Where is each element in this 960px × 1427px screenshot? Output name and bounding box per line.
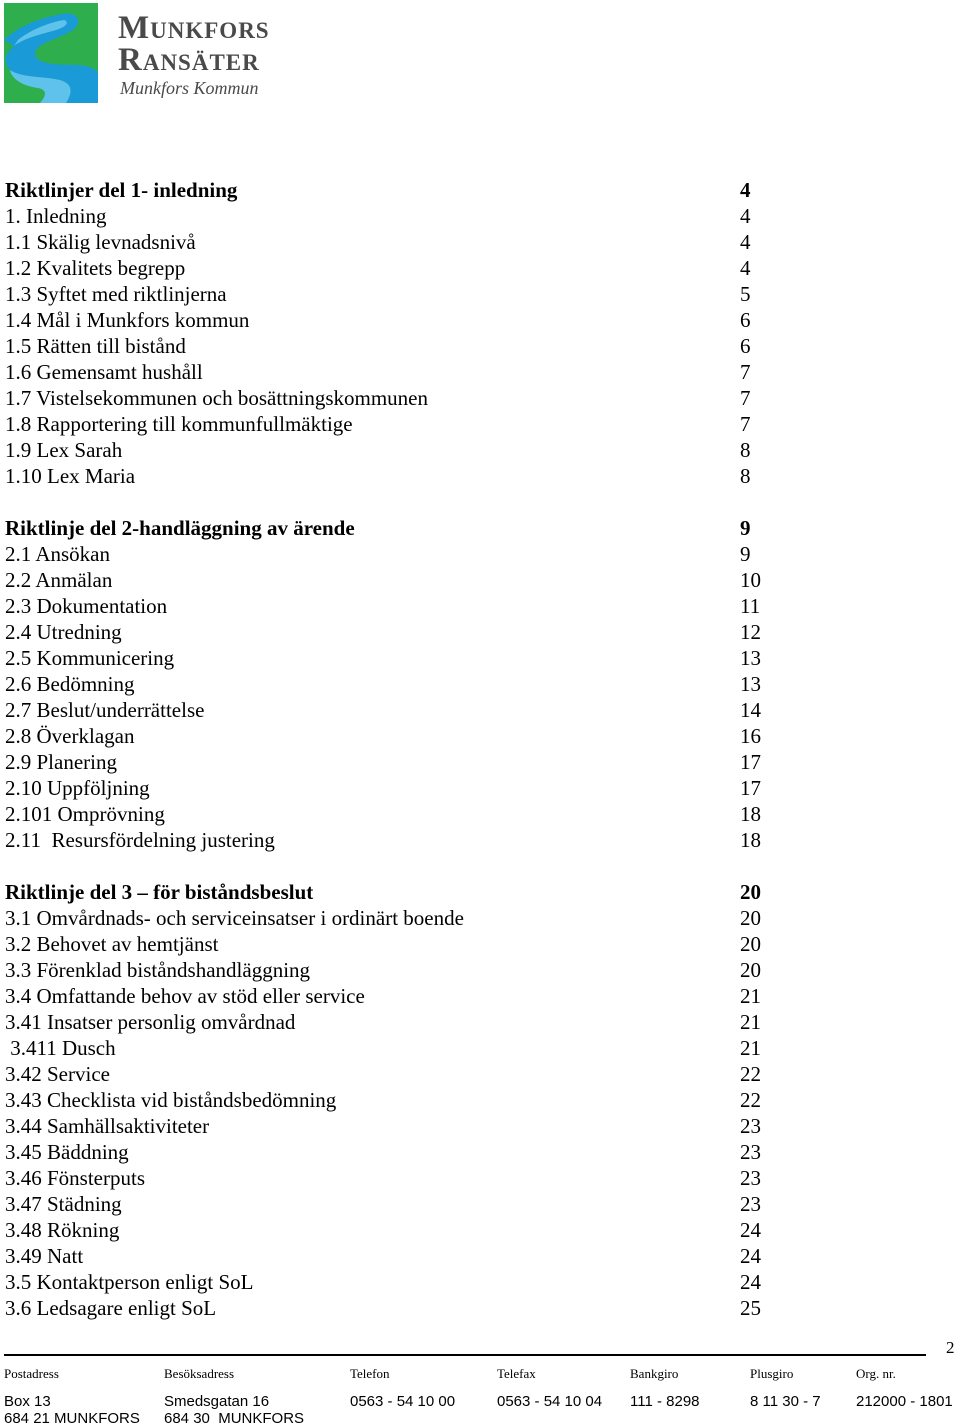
toc-entry[interactable]: [5, 307, 785, 333]
footer-label-orgnr: Org. nr.: [856, 1366, 896, 1381]
toc-entry-page: 20: [740, 958, 761, 982]
toc-entry[interactable]: [5, 333, 785, 359]
toc-entry-page: 18: [740, 828, 761, 852]
toc-entry-title: 3.46 Fönsterputs: [5, 1166, 146, 1190]
toc-heading-page: 4: [740, 178, 751, 202]
logo-title-munkfors: Munkfors: [118, 10, 270, 46]
footer-plusgiro-value: 8 11 30 - 7: [750, 1393, 821, 1410]
toc-entry-page: 9: [740, 542, 751, 566]
toc-entry[interactable]: [5, 1113, 785, 1139]
toc-entry[interactable]: [5, 645, 785, 671]
toc-entry-title: 2.9 Planering: [5, 750, 117, 774]
page-number: 2: [946, 1338, 955, 1357]
toc-entry-title: 3.6 Ledsagare enligt SoL: [5, 1296, 217, 1320]
toc-entry-page: 4: [740, 204, 751, 228]
toc-heading-title: Riktlinjer del 1- inledning: [5, 178, 238, 202]
toc-entry-page: 11: [740, 594, 761, 618]
toc-entry-title: 3.47 Städning: [5, 1192, 122, 1216]
toc-entry-page: 8: [740, 438, 751, 462]
toc-entry-page: 23: [740, 1192, 761, 1216]
toc-entry-page: 24: [740, 1270, 761, 1294]
footer-telefon-value: 0563 - 54 10 00: [350, 1393, 456, 1410]
toc-entry-title: 2.3 Dokumentation: [5, 594, 168, 618]
toc-entry-title: 3.5 Kontaktperson enligt SoL: [5, 1270, 254, 1294]
toc-entry-title: 2.7 Beslut/underrättelse: [5, 698, 205, 722]
toc-entry[interactable]: [5, 359, 785, 385]
toc-entry[interactable]: [5, 593, 785, 619]
toc-entry-title: 1.4 Mål i Munkfors kommun: [5, 308, 250, 332]
toc-entry[interactable]: [5, 1139, 785, 1165]
toc-entry-page: 16: [740, 724, 761, 748]
toc-entry-page: 18: [740, 802, 761, 826]
toc-entry-title: 3.42 Service: [5, 1062, 110, 1086]
logo-subtitle: Munkfors Kommun: [120, 78, 259, 98]
toc-entry-title: 2.6 Bedömning: [5, 672, 135, 696]
toc-entry[interactable]: [5, 1165, 785, 1191]
footer-besoksadress-line1: Smedsgatan 16: [164, 1393, 270, 1410]
toc-entry-title: 3.4 Omfattande behov av stöd eller service: [5, 984, 365, 1008]
toc-entry[interactable]: [5, 619, 785, 645]
footer-label-telefon: Telefon: [350, 1366, 390, 1381]
footer-besoksadress-line2: 684 30 MUNKFORS: [164, 1410, 305, 1427]
toc-entry[interactable]: [5, 437, 785, 463]
toc-entry[interactable]: [5, 1009, 785, 1035]
toc-entry-title: 1.9 Lex Sarah: [5, 438, 123, 462]
toc-entry-page: 23: [740, 1166, 761, 1190]
footer-label-bankgiro: Bankgiro: [630, 1366, 679, 1381]
toc-entry-title: 2.101 Omprövning: [5, 802, 165, 826]
toc-entry-title: 2.10 Uppföljning: [5, 776, 150, 800]
toc-entry-title: 3.45 Bäddning: [5, 1140, 129, 1164]
toc-entry-page: 20: [740, 932, 761, 956]
toc-entry-title: 1.7 Vistelsekommunen och bosättningskommunen: [5, 386, 428, 410]
toc-entry-page: 13: [740, 646, 761, 670]
toc-entry-title: 3.3 Förenklad biståndshandläggning: [5, 958, 311, 982]
toc-entry-title: 3.49 Natt: [5, 1244, 84, 1268]
toc-entry[interactable]: [5, 1087, 785, 1113]
toc-entry-page: 13: [740, 672, 761, 696]
toc-entry-page: 4: [740, 230, 751, 254]
toc-entry-title: 2.11 Resursfördelning justering: [5, 828, 275, 852]
toc-entry-title: 1.2 Kvalitets begrepp: [5, 256, 186, 280]
toc-entry-title: 1.6 Gemensamt hushåll: [5, 360, 203, 384]
toc-entry[interactable]: [5, 723, 785, 749]
toc-heading-title: Riktlinje del 3 – för biståndsbeslut: [5, 880, 314, 904]
toc-entry-page: 22: [740, 1088, 761, 1112]
footer-telefax-value: 0563 - 54 10 04: [497, 1393, 603, 1410]
toc-entry-page: 7: [740, 412, 751, 436]
toc-entry[interactable]: [5, 1191, 785, 1217]
toc-entry-title: 3.44 Samhällsaktiviteter: [5, 1114, 210, 1138]
toc-entry-page: 7: [740, 360, 751, 384]
toc-entry-page: 7: [740, 386, 751, 410]
toc-entry[interactable]: [5, 567, 785, 593]
toc-entry-page: 14: [740, 698, 761, 722]
munkfors-logo: [0, 0, 280, 110]
toc-entry-page: 24: [740, 1244, 761, 1268]
toc-entry[interactable]: [5, 775, 785, 801]
toc-entry-page: 23: [740, 1114, 761, 1138]
toc-entry[interactable]: [5, 203, 785, 229]
toc-entry[interactable]: [5, 1035, 785, 1061]
toc-entry-page: 17: [740, 750, 761, 774]
toc-entry[interactable]: [5, 541, 785, 567]
toc-entry-page: 12: [740, 620, 761, 644]
footer-label-besoksadress: Besöksadress: [164, 1366, 235, 1381]
toc-entry-page: 5: [740, 282, 751, 306]
toc-entry[interactable]: [5, 801, 785, 827]
toc-entry[interactable]: [5, 905, 785, 931]
toc-entry[interactable]: [5, 281, 785, 307]
toc-entry-page: 24: [740, 1218, 761, 1242]
toc-entry-title: 3.48 Rökning: [5, 1218, 120, 1242]
toc-entry-page: 6: [740, 334, 751, 358]
toc-entry-title: 2.1 Ansökan: [5, 542, 110, 566]
toc-heading-title: Riktlinje del 2-handläggning av ärende: [5, 516, 355, 540]
toc-heading-part2[interactable]: [5, 515, 785, 541]
toc-entry-page: 22: [740, 1062, 761, 1086]
footer-postadress-line1: Box 13: [4, 1393, 51, 1410]
toc-entry[interactable]: [5, 697, 785, 723]
toc-entry-title: 2.4 Utredning: [5, 620, 122, 644]
toc-entry[interactable]: [5, 1295, 785, 1321]
toc-heading-page: 20: [740, 880, 761, 904]
toc-entry[interactable]: [5, 463, 785, 489]
toc-entry-page: 25: [740, 1296, 761, 1320]
footer-postadress-line2: 684 21 MUNKFORS: [4, 1410, 140, 1427]
toc-entry-page: 21: [740, 984, 761, 1008]
toc-entry-title: 1.1 Skälig levnadsnivå: [5, 230, 196, 254]
toc-entry-title: 1.8 Rapportering till kommunfullmäktige: [5, 412, 353, 436]
toc-entry-page: 23: [740, 1140, 761, 1164]
footer-label-postadress: Postadress: [4, 1366, 59, 1381]
footer-label-telefax: Telefax: [497, 1366, 536, 1381]
toc-entry[interactable]: [5, 229, 785, 255]
toc-heading-page: 9: [740, 516, 751, 540]
toc-entry-title: 3.43 Checklista vid biståndsbedömning: [5, 1088, 337, 1112]
toc-entry-title: 3.411 Dusch: [5, 1036, 116, 1060]
toc-entry-page: 20: [740, 906, 761, 930]
river-wave-emblem: [0, 0, 112, 110]
toc-entry-page: 10: [740, 568, 761, 592]
toc-entry[interactable]: [5, 827, 785, 853]
toc-entry-page: 21: [740, 1010, 761, 1034]
toc-entry-title: 3.1 Omvårdnads- och serviceinsatser i ordinärt boende: [5, 906, 464, 930]
toc-entry-title: 3.2 Behovet av hemtjänst: [5, 932, 219, 956]
toc-entry[interactable]: [5, 255, 785, 281]
toc-entry-title: 2.8 Överklagan: [5, 724, 135, 748]
toc-entry[interactable]: [5, 957, 785, 983]
toc-entry[interactable]: [5, 983, 785, 1009]
toc-entry[interactable]: [5, 1217, 785, 1243]
toc-entry[interactable]: [5, 749, 785, 775]
table-of-contents: [5, 177, 785, 1321]
footer-orgnr-value: 212000 - 1801: [856, 1393, 953, 1410]
toc-entry-title: 1.10 Lex Maria: [5, 464, 136, 488]
toc-entry-title: 1. Inledning: [5, 204, 107, 228]
toc-entry-page: 8: [740, 464, 751, 488]
toc-entry[interactable]: [5, 411, 785, 437]
toc-entry-title: 1.5 Rätten till bistånd: [5, 334, 186, 358]
toc-heading-part1[interactable]: [5, 177, 785, 203]
footer-label-plusgiro: Plusgiro: [750, 1366, 794, 1381]
toc-entry-page: 17: [740, 776, 761, 800]
toc-entry[interactable]: [5, 1269, 785, 1295]
toc-entry-page: 6: [740, 308, 751, 332]
toc-entry[interactable]: [5, 931, 785, 957]
toc-entry[interactable]: [5, 671, 785, 697]
toc-entry-page: 4: [740, 256, 751, 280]
toc-heading-part3[interactable]: [5, 879, 785, 905]
toc-entry-title: 1.3 Syftet med riktlinjerna: [5, 282, 227, 306]
toc-entry[interactable]: [5, 1243, 785, 1269]
toc-entry-title: 2.5 Kommunicering: [5, 646, 175, 670]
logo-title-ransater: Ransäter: [118, 42, 260, 78]
toc-entry-page: 21: [740, 1036, 761, 1060]
toc-entry[interactable]: [5, 385, 785, 411]
footer-bankgiro-value: 111 - 8298: [630, 1393, 700, 1410]
section-spacer: [5, 853, 785, 879]
toc-entry-title: 3.41 Insatser personlig omvårdnad: [5, 1010, 296, 1034]
toc-entry[interactable]: [5, 1061, 785, 1087]
toc-entry-title: 2.2 Anmälan: [5, 568, 113, 592]
footer-divider: [4, 1354, 926, 1356]
section-spacer: [5, 489, 785, 515]
